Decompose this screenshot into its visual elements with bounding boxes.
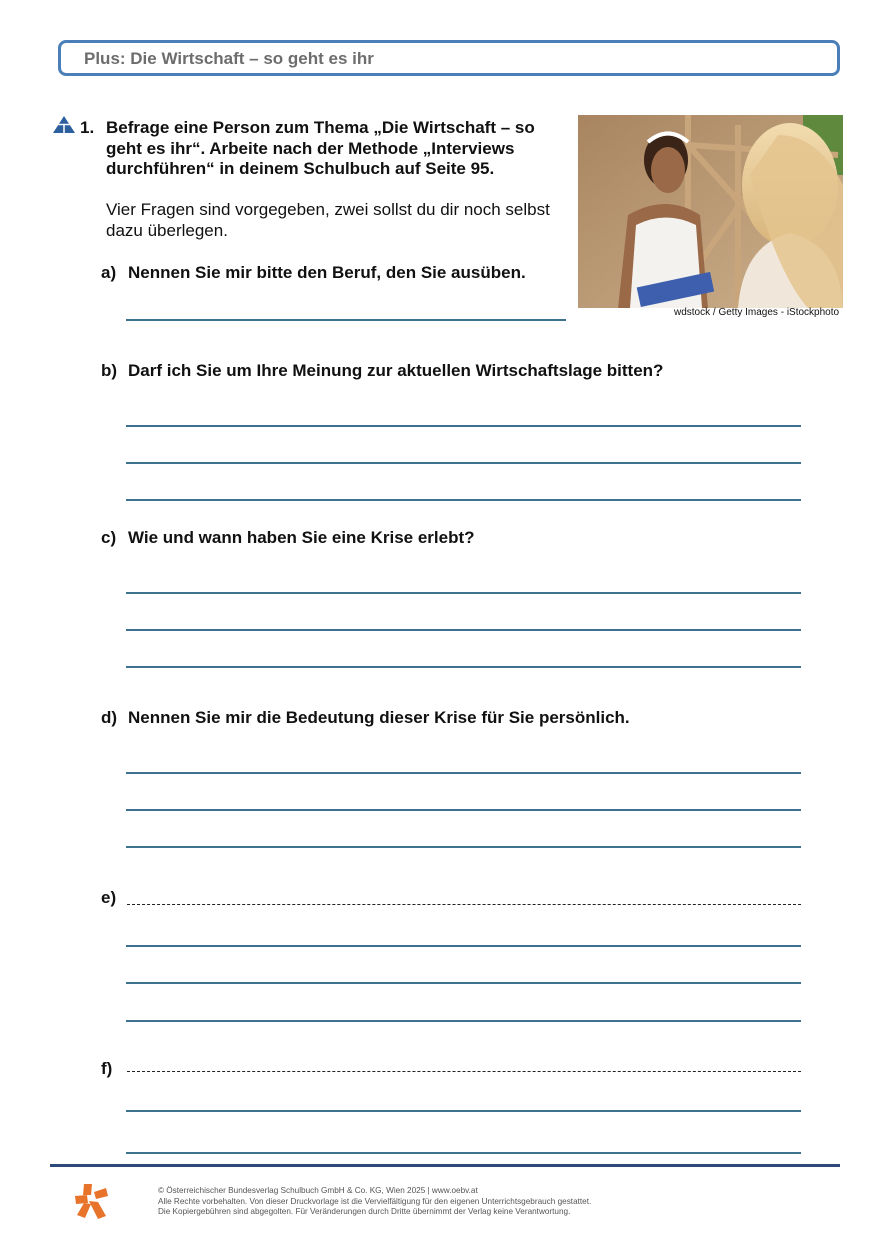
answer-line[interactable] [126,629,801,631]
task-instruction: Befrage eine Person zum Thema „Die Wirtschaft – so geht es ihr“. Arbeite nach der Methode „Interviews durchführen“ in deinem Schulbuch auf Seite 95. [106,118,535,178]
question-text: Wie und wann haben Sie eine Krise erlebt? [128,528,475,547]
footer-line: Alle Rechte vorbehalten. Von dieser Druckvorlage ist die Vervielfältigung für den eigenen Unterrichtsgebrauch gestattet. [158,1196,592,1206]
oebv-logo-icon [72,1182,110,1220]
answer-line[interactable] [126,462,801,464]
answer-line[interactable] [126,592,801,594]
triangle-level-icon [53,116,75,134]
question-label: b) [101,361,118,380]
question-label: d) [101,708,118,727]
question-text: Nennen Sie mir die Bedeutung dieser Krise für Sie persönlich. [128,708,630,727]
own-question-line[interactable] [127,904,801,905]
footer-rule [50,1164,840,1167]
answer-line[interactable] [126,1110,801,1112]
answer-line[interactable] [126,809,801,811]
answer-line[interactable] [126,425,801,427]
question-text: Darf ich Sie um Ihre Meinung zur aktuellen Wirtschaftslage bitten? [128,361,664,380]
question-label: c) [101,528,117,547]
answer-line[interactable] [126,499,801,501]
task-intro: Vier Fragen sind vorgegeben, zwei sollst du dir noch selbst dazu überlegen. [106,200,550,240]
footer-copyright [158,1186,591,1218]
footer-line: Die Kopiergebühren sind abgegolten. Für Veränderungen durch Dritte übernimmt der Verlag keine Verantwortung. [158,1207,571,1216]
answer-line[interactable] [126,982,801,984]
interview-photo [578,115,843,308]
answer-line[interactable] [126,666,801,668]
answer-line[interactable] [126,945,801,947]
answer-line[interactable] [126,319,566,321]
answer-line[interactable] [126,772,801,774]
answer-line[interactable] [126,1020,801,1022]
question-label: a) [101,263,117,282]
footer-line: © Österreichischer Bundesverlag Schulbuch GmbH & Co. KG, Wien 2025 | www.oebv.at [158,1186,478,1195]
answer-line[interactable] [126,846,801,848]
question-label: f) [101,1059,113,1078]
task-number: 1. [80,118,95,137]
answer-line[interactable] [126,1152,801,1154]
question-text: Nennen Sie mir bitte den Beruf, den Sie ausüben. [128,263,526,282]
own-question-line[interactable] [127,1071,801,1072]
page-title: Plus: Die Wirtschaft – so geht es ihr [84,49,374,68]
photo-credit: wdstock / Getty Images - iStockphoto [674,307,840,318]
question-label: e) [101,888,117,907]
